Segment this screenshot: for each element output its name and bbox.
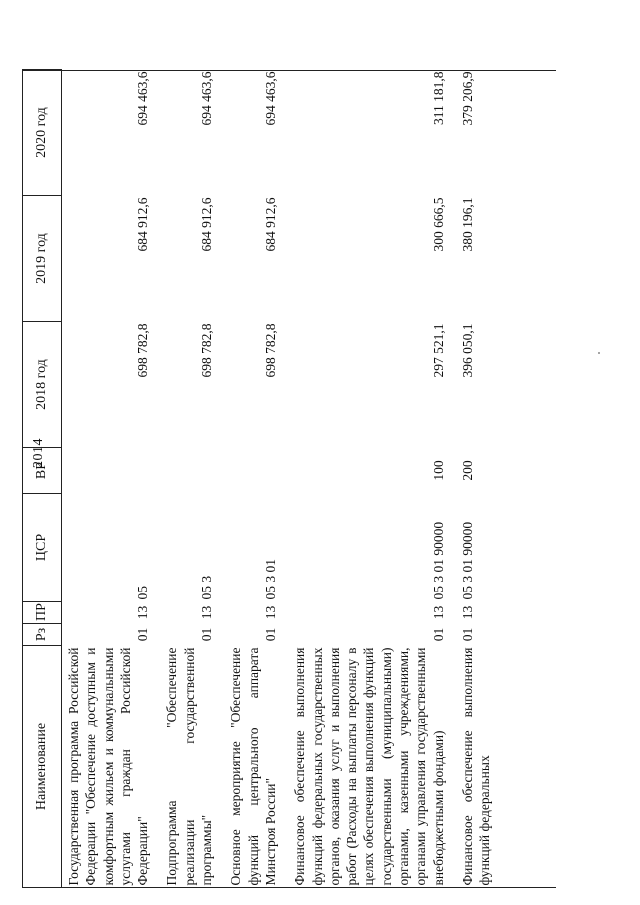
row-csr: 05 3 01 90000 [430,521,446,600]
row-2018: 396 050,1 [459,323,475,378]
row-2020: 694 463,6 [135,71,151,126]
header-2018: 2018 год [23,322,62,448]
scan-speck [598,352,600,354]
row-pr: 13 [135,605,151,620]
row-rz: 01 [459,627,475,642]
row-2019: 300 666,5 [430,197,446,252]
row-pr: 13 [430,605,446,620]
table-row [281,70,449,888]
row-vr [217,448,281,494]
row-rz: 01 [199,627,215,642]
table-header-row [23,70,62,888]
header-csr: ЦСР [23,494,62,602]
row-2019: 380 196,1 [459,197,475,252]
row-2020: 694 463,6 [199,71,215,126]
row-name: Государственная программа Российской Федерации "Обеспечение доступным и комфортным жильем и коммунальными услугами граждан Российской Федерации" [66,647,151,886]
row-2019: 684 912,6 [262,197,278,252]
table-row [217,70,281,888]
row-2020: 694 463,6 [262,71,278,126]
page-number: 2014 [31,437,46,468]
rotated-sheet [22,70,556,888]
row-pr: 13 [262,605,278,620]
row-csr: 05 [135,586,151,600]
row-csr: 05 3 01 [262,559,278,600]
row-csr: 05 3 01 90000 [459,521,475,600]
row-2018: 297 521,1 [430,323,446,378]
row-2019: 684 912,6 [199,197,215,252]
row-rz: 01 [430,627,446,642]
table-row [62,70,154,888]
row-pr: 13 [459,605,475,620]
row-csr: 05 3 [199,575,215,600]
header-rz: Рз [23,624,62,646]
row-2020: 311 181,8 [430,71,446,125]
row-vr [62,448,154,494]
row-name: Финансовое обеспечение выполнения функций федеральных [459,647,493,886]
row-2020: 379 206,9 [459,71,475,126]
row-vr [153,448,217,494]
budget-table [22,69,496,888]
header-name: Наименование [23,646,62,888]
row-name: Финансовое обеспечение выполнения функций федеральных государственных органов, оказания услуг и выполнения работ (Расходы на выплаты персоналу в целях обеспечения выполнения функций государственными (муниципальными) органами, казенными учреждениями, органами управления государственными внебюджетными фондами) [292,647,446,886]
row-vr: 100 [430,460,446,481]
row-rz: 01 [262,627,278,642]
header-2020: 2020 год [23,70,62,196]
row-2018: 698 782,8 [199,323,215,378]
row-name: Основное мероприятие "Обеспечение функций центрального аппарата Минстроя России" [228,647,278,886]
row-vr: 200 [459,460,475,481]
row-pr: 13 [199,605,215,620]
table-row [449,70,496,888]
row-2019: 684 912,6 [135,197,151,252]
header-vr: ВР [23,448,62,494]
header-2019: 2019 год [23,196,62,322]
header-pr: ПР [23,602,62,624]
row-2018: 698 782,8 [262,323,278,378]
row-2018: 698 782,8 [135,323,151,378]
row-rz: 01 [135,627,151,642]
row-name: Подпрограмма "Обеспечение реализации государственной программы" [164,647,215,886]
table-row [153,70,217,888]
